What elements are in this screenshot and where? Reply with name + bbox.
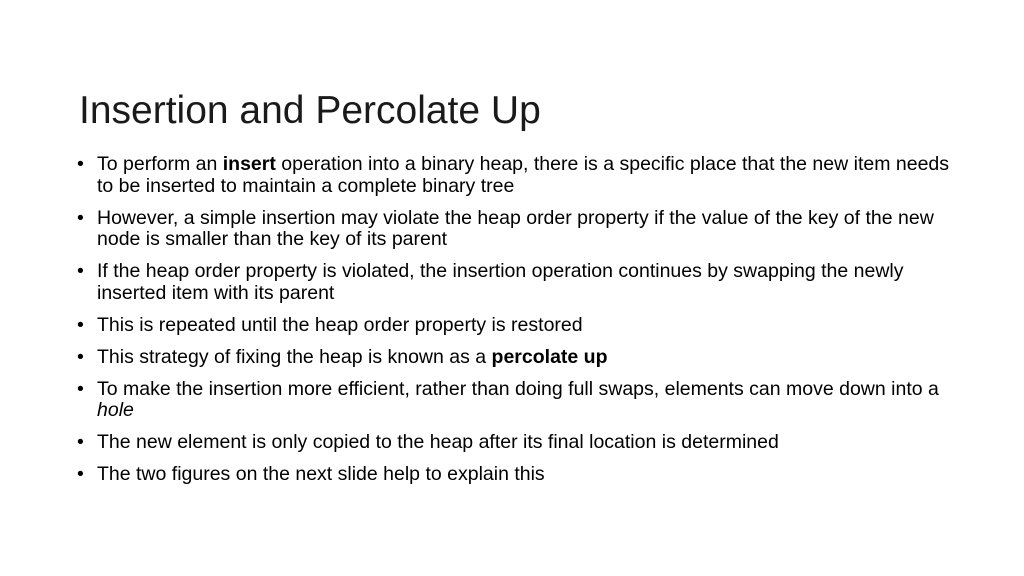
bullet-item-violation bbox=[77, 208, 957, 251]
bullet-text: However, a simple insertion may violate the heap order property if the value of the key of the new node is smaller than the key of its parent bbox=[97, 206, 934, 250]
bullet-item-final-location bbox=[77, 432, 957, 454]
bullet-text: operation into a binary heap, there is a specific place that the new item needs to be inserted to maintain a complete binary tree bbox=[97, 153, 950, 197]
bullet-text: The two figures on the next slide help to explain this bbox=[97, 463, 545, 485]
bullet-text: This is repeated until the heap order property is restored bbox=[97, 313, 583, 336]
bullet-text: This strategy of fixing the heap is known as a bbox=[97, 345, 492, 368]
bullet-item-hole bbox=[77, 379, 957, 422]
bullet-item-next-slide bbox=[77, 464, 957, 486]
bullet-item-repeat bbox=[77, 315, 957, 337]
bullet-italic-text: hole bbox=[97, 399, 134, 421]
bullet-item-swapping bbox=[77, 261, 957, 304]
slide-title: Insertion and Percolate Up bbox=[79, 89, 541, 133]
bullet-bold-text: insert bbox=[222, 153, 276, 175]
bullet-text: To perform an bbox=[97, 153, 223, 175]
bullet-item-insert bbox=[77, 154, 957, 197]
bullet-text: If the heap order property is violated, the insertion operation continues by swapping the newly inserted item with its parent bbox=[97, 260, 904, 304]
bullet-item-percolate-up bbox=[77, 347, 957, 369]
bullet-list bbox=[77, 154, 957, 496]
bullet-text: The new element is only copied to the heap after its final location is determined bbox=[97, 431, 779, 453]
bullet-bold-text: percolate up bbox=[491, 345, 608, 368]
bullet-text: To make the insertion more efficient, rather than doing full swaps, elements can move down into a bbox=[97, 377, 939, 400]
